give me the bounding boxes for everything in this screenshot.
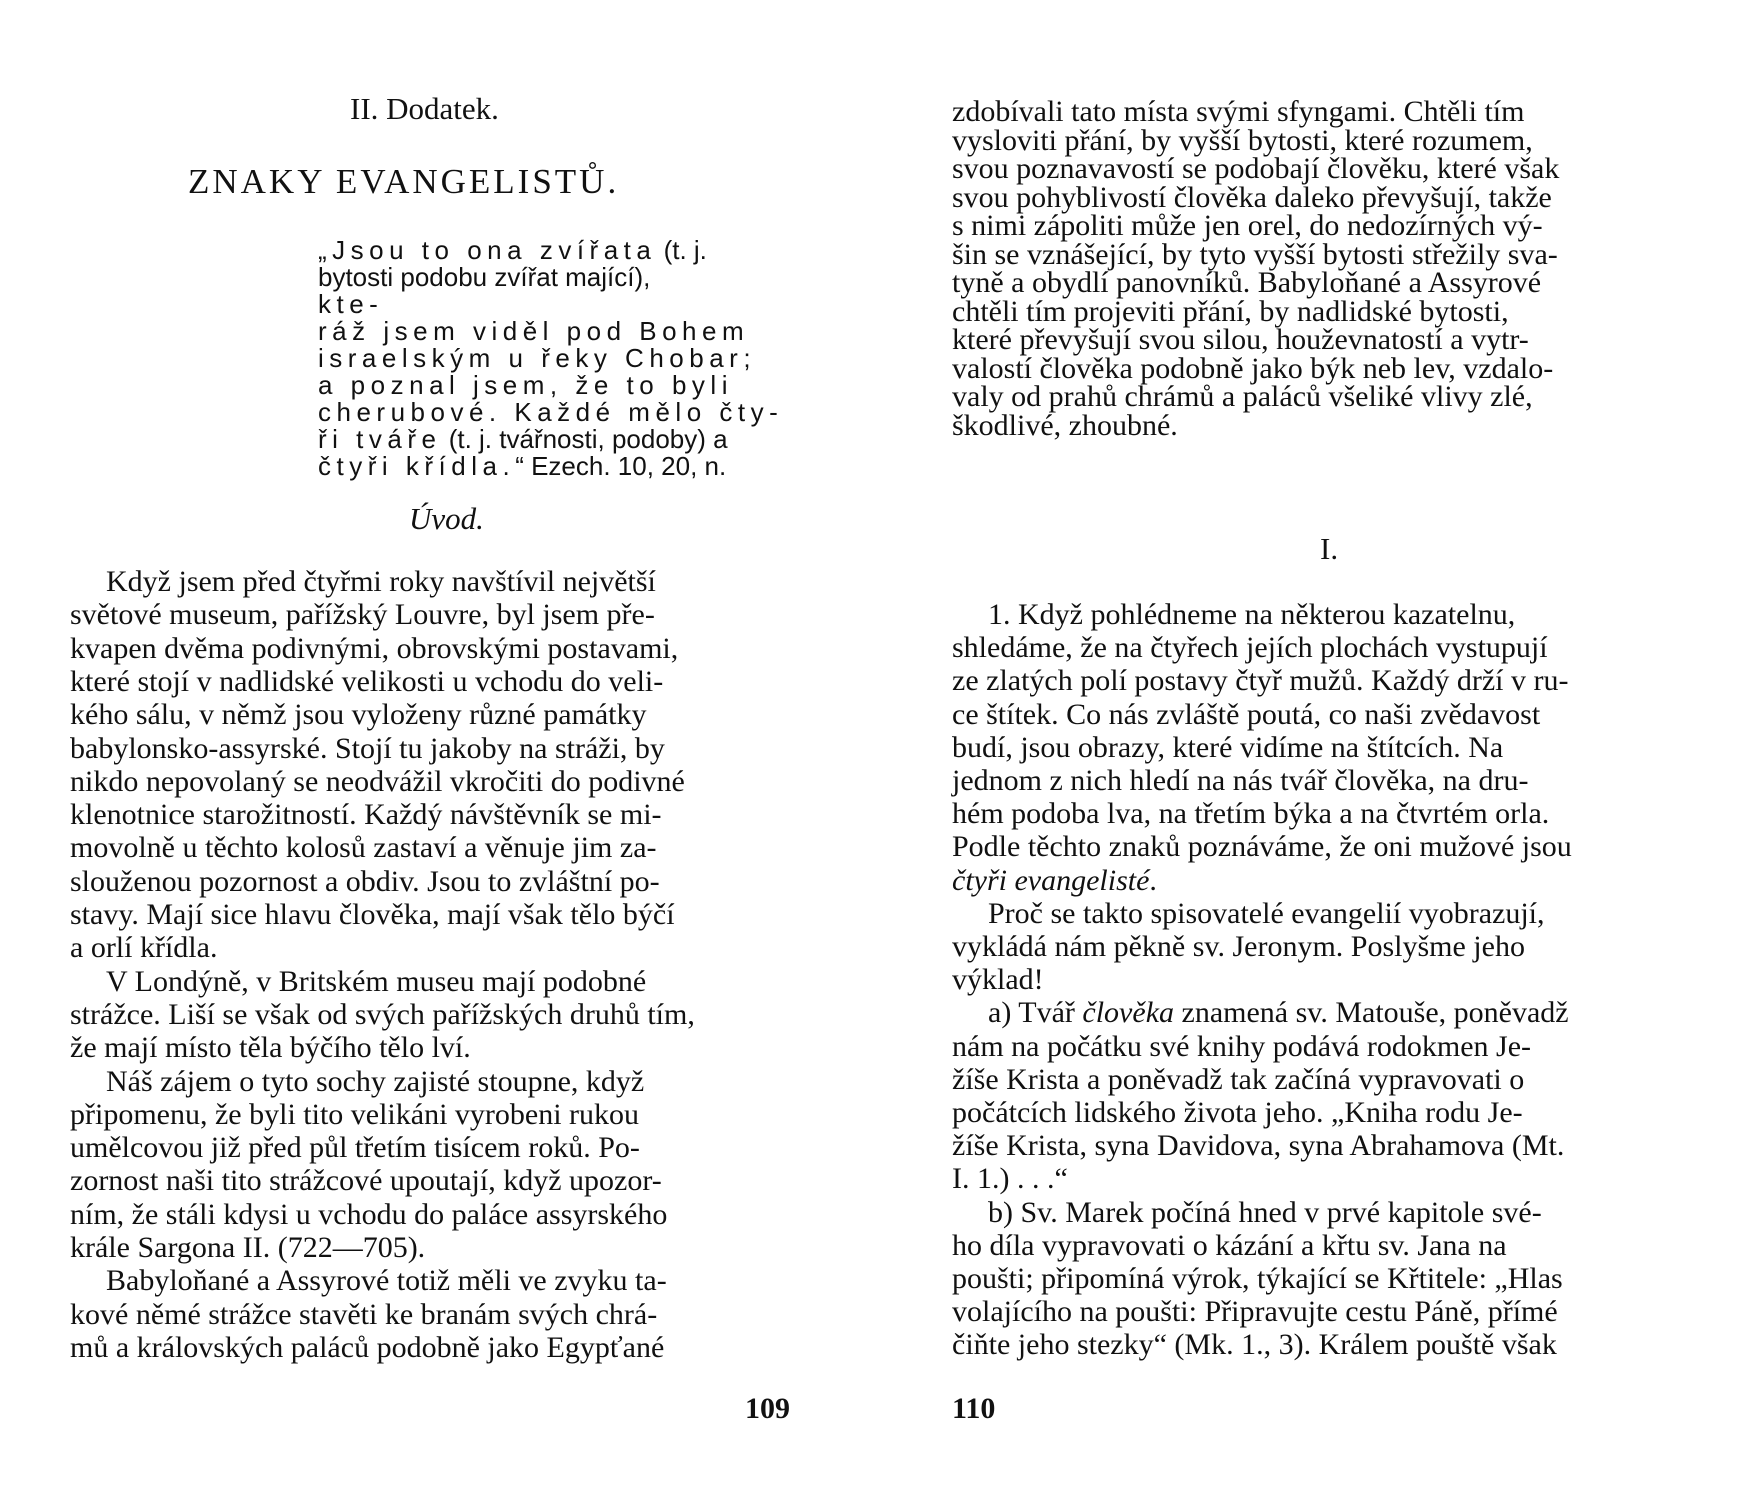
text-line: kvapen dvěma podivnými, obrovskými postavami,	[70, 631, 679, 665]
text-segment: nám na počátku své knihy podává rodokmen Je-	[952, 1029, 1532, 1063]
text-segment: ho díla vypravovati o kázání a křtu sv. Jana na	[952, 1228, 1507, 1262]
text-line	[952, 963, 1044, 996]
motto-spaced-text: kte-	[318, 289, 384, 319]
text-line	[952, 1328, 1557, 1361]
text-segment: výklad!	[952, 963, 1044, 997]
motto-line	[318, 237, 707, 264]
emphasized-text: čtyři evangelisté	[952, 863, 1150, 897]
chapter-title: ZNAKY EVANGELISTŮ.	[188, 162, 620, 201]
motto-spaced-text: „Jsou to ona zvířata	[318, 235, 657, 265]
motto-line	[318, 453, 726, 480]
text-line	[952, 631, 1548, 664]
motto-line	[318, 264, 650, 291]
text-segment: hém podoba lva, na třetím býka a na čtvrtém orla.	[952, 797, 1550, 831]
motto-spaced-text: čtyři křídla.	[318, 451, 516, 481]
text-line: klenotnice starožitností. Každý návštěvník se mi-	[70, 798, 662, 832]
text-line: svou pohyblivostí člověka daleko převyšují, takže	[952, 180, 1552, 214]
text-line: chtěli tím projeviti přání, by nadlidské bytosti,	[952, 294, 1509, 328]
section-heading-uvod: Úvod.	[409, 501, 484, 536]
text-line	[952, 1196, 1542, 1229]
text-segment: volajícího na poušti: Připravujte cestu Páně, přímé	[952, 1295, 1558, 1329]
motto-line	[318, 318, 749, 345]
emphasized-text: člověka	[1082, 996, 1175, 1030]
text-line: kové němé strážce stavěti ke branám svých chrá-	[70, 1297, 658, 1331]
text-segment: shledáme, že na čtyřech jejích plochách vystupují	[952, 631, 1548, 665]
text-line	[952, 830, 1572, 863]
text-line: movolně u těchto kolosů zastaví a věnuje jim za-	[70, 831, 657, 865]
motto-text: “ Ezech. 10, 20, n.	[515, 451, 727, 481]
text-segment: Proč se takto spisovatelé evangelií vyobrazují,	[988, 896, 1545, 930]
text-line: Babyloňané a Assyrové totiž měli ve zvyku ta-	[106, 1264, 667, 1298]
text-line: připomenu, že byli tito velikáni vyrobeni rukou	[70, 1097, 640, 1131]
text-line: Náš zájem o tyto sochy zajisté stoupne, když	[106, 1064, 645, 1098]
motto-spaced-text: ři tváře	[318, 424, 442, 454]
text-line: svou poznavavostí se podobají člověku, které však	[952, 152, 1560, 185]
text-line: které stojí v nadlidské velikosti u vchodu do veli-	[70, 664, 664, 698]
motto-text: (t. j.	[656, 235, 707, 265]
text-segment: poušti; připomíná výrok, týkající se Křtitele: „Hlas	[952, 1262, 1563, 1295]
motto-spaced-text: israelským u řeky Chobar;	[318, 343, 757, 373]
text-line: šin se vznášející, by tyto vyšší bytosti střežily sva-	[952, 237, 1558, 271]
text-segment: ze zlatých polí postavy čtyř mužů. Každý drží v ru-	[952, 664, 1569, 698]
text-line	[952, 598, 1515, 631]
text-segment: budí, jsou obrazy, které vidíme na štítcích. Na	[952, 730, 1504, 764]
text-line: V Londýně, v Britském museu mají podobné	[106, 964, 647, 998]
text-line	[952, 1063, 1524, 1096]
text-line	[952, 864, 1157, 897]
text-line: Když jsem před čtyřmi roky navštívil největší	[106, 565, 656, 598]
text-line: mů a královských paláců podobně jako Egypťané	[70, 1330, 665, 1364]
motto-text: (t. j. tvářnosti, podoby) a	[441, 424, 728, 454]
right-page	[870, 0, 1740, 1500]
text-line	[952, 930, 1525, 963]
text-line	[952, 664, 1568, 697]
text-segment: jednom z nich hledí na nás tvář člověka, na dru-	[952, 764, 1529, 797]
page-number-left: 109	[745, 1392, 790, 1425]
motto-spaced-text: ráž jsem viděl pod Bohem	[318, 316, 750, 346]
text-line: škodlivé, zhoubné.	[952, 408, 1178, 442]
text-segment: žíše Krista, syna Davidova, syna Abrahamova (Mt.	[952, 1129, 1565, 1163]
text-line: tyně a obydlí panovníků. Babyloňané a Assyrové	[952, 266, 1542, 299]
text-line: valy od prahů chrámů a paláců všeliké vlivy zlé,	[952, 380, 1533, 413]
text-segment: vykládá nám pěkně sv. Jeronym. Poslyšme jeho	[952, 930, 1525, 963]
text-line	[952, 698, 1540, 731]
text-line: stavy. Mají sice hlavu člověka, mají však tělo býčí	[70, 898, 675, 931]
text-segment: znamená sv. Matouše, poněvadž	[1174, 996, 1569, 1030]
text-line: světové museum, pařížský Louvre, byl jsem pře-	[70, 598, 655, 632]
motto-text: bytosti podobu zvířat mající),	[318, 262, 651, 292]
page-number-right: 110	[952, 1392, 996, 1425]
motto-spaced-text: cherubové. Každé mělo čty-	[318, 397, 784, 427]
text-line	[952, 797, 1549, 830]
text-line: valostí člověka podobně jako býk neb lev, vzdalo-	[952, 351, 1554, 385]
motto-line	[318, 345, 756, 372]
text-segment: ce štítek. Co nás zvláště poutá, co naši zvědavost	[952, 697, 1541, 731]
text-line: vysloviti přání, by vyšší bytosti, které rozumem,	[952, 123, 1533, 157]
text-line: zdobívali tato místa svými sfyngami. Chtěli tím	[952, 95, 1525, 128]
motto-line	[318, 399, 783, 426]
text-line: umělcovou již před půl třetím tisícem roků. Po-	[70, 1131, 640, 1165]
text-line: nikdo nepovolaný se neodvážil vkročiti do podivné	[70, 764, 685, 798]
text-line: ním, že stáli kdysi u vchodu do paláce assyrského	[70, 1197, 668, 1231]
text-line: babylonsko-assyrské. Stojí tu jakoby na stráži, by	[70, 731, 665, 765]
text-segment: a) Tvář	[988, 996, 1083, 1030]
text-segment: Podle těchto znaků poznáváme, že oni mužové jsou	[952, 830, 1572, 864]
text-line: že mají místo těla býčího tělo lví.	[70, 1031, 471, 1065]
text-segment: 1. Když pohlédneme na některou kazatelnu,	[988, 598, 1516, 631]
text-line: a orlí křídla.	[70, 931, 218, 965]
text-segment: b) Sv. Marek počíná hned v prvé kapitole své-	[988, 1195, 1542, 1229]
text-line	[952, 1096, 1523, 1129]
section-heading-roman-one: I.	[1320, 531, 1339, 566]
text-line	[952, 731, 1503, 764]
text-segment: čiňte jeho stezky“ (Mk. 1., 3). Králem pouště však	[952, 1328, 1557, 1362]
text-line	[952, 1262, 1563, 1295]
motto-line	[318, 426, 728, 453]
motto-spaced-text: a poznal jsem, že to byli	[318, 370, 733, 400]
text-line	[952, 1030, 1531, 1063]
appendix-subtitle: II. Dodatek.	[350, 91, 499, 126]
text-line	[952, 996, 1569, 1029]
text-line	[952, 1162, 1068, 1195]
motto-line	[318, 291, 383, 318]
text-line: s nimi zápoliti může jen orel, do nedozírných vý-	[952, 209, 1543, 242]
text-line	[952, 897, 1545, 930]
text-line: slouženou pozornost a obdiv. Jsou to zvláštní po-	[70, 864, 660, 898]
text-line: krále Sargona II. (722—705).	[70, 1231, 426, 1264]
text-line: zornost naši tito strážcové upoutají, když upozor-	[70, 1164, 662, 1198]
text-line	[952, 1229, 1507, 1262]
text-segment: I. 1.) . . .“	[952, 1162, 1068, 1196]
text-line: kého sálu, v němž jsou vyloženy různé památky	[70, 698, 647, 732]
text-segment: .	[1149, 863, 1157, 897]
text-line	[952, 1129, 1564, 1162]
text-line	[952, 1295, 1558, 1328]
text-line: strážce. Liší se však od svých pařížských druhů tím,	[70, 997, 695, 1031]
text-line: které převyšují svou silou, houževnatostí a vytr-	[952, 323, 1529, 356]
text-segment: žíše Krista a poněvadž tak začíná vypravovati o	[952, 1062, 1525, 1096]
text-line	[952, 764, 1528, 797]
text-segment: počátcích lidského života jeho. „Kniha rodu Je-	[952, 1096, 1523, 1129]
motto-line	[318, 372, 733, 399]
